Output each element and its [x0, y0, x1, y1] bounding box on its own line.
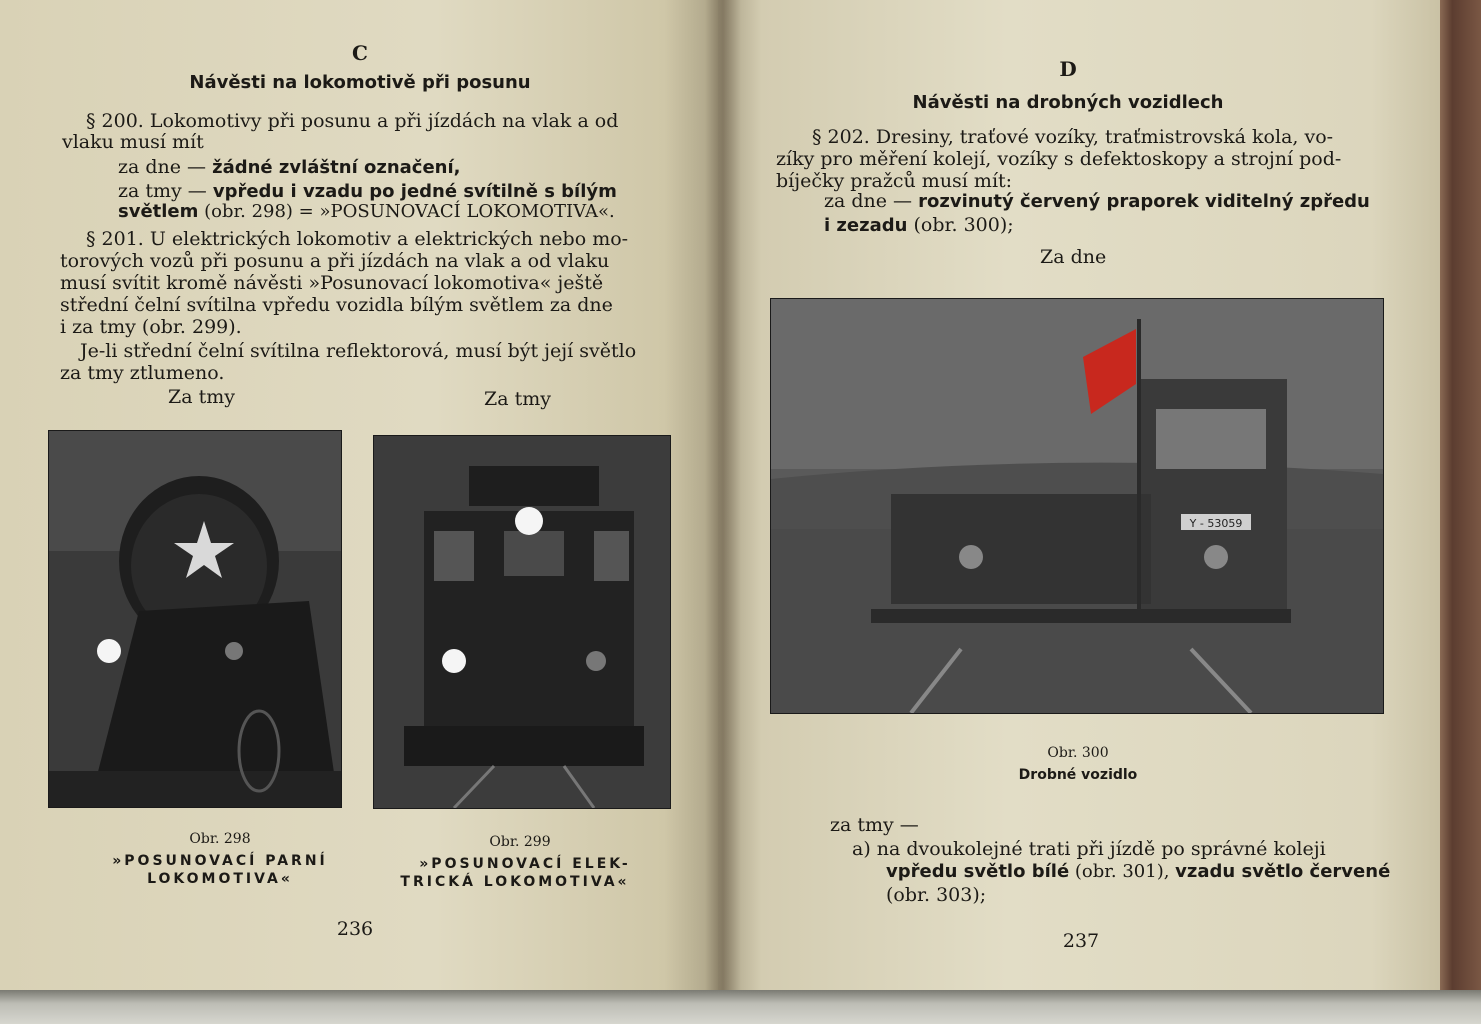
- fig-300-title: Drobné vozidlo: [1018, 767, 1138, 783]
- paragraph-202-line-2: zíky pro měření kolejí, vozíky s defektoskopy a strojní pod-: [776, 148, 1342, 170]
- dark-text-2: světlem: [118, 201, 199, 222]
- day-text: žádné zvláštní označení,: [212, 157, 461, 178]
- paragraph-201-line-3: musí svítit kromě návěsti »Posunovací lokomotiva« ještě: [60, 272, 604, 294]
- photo-electric-locomotive: [373, 435, 671, 809]
- paragraph-201: [60, 228, 670, 338]
- right-page: [718, 0, 1443, 1000]
- item-a-line-3: (obr. 303);: [886, 884, 987, 906]
- day-rule-right: [824, 190, 1370, 213]
- fig-300-number: Obr. 300: [1047, 745, 1109, 761]
- dark-label: za tmy —: [118, 180, 213, 202]
- section-letter-d: D: [1059, 57, 1077, 81]
- section-heading-right: Návěsti na drobných vozidlech: [912, 92, 1224, 113]
- caption-za-tmy-2: Za tmy: [484, 388, 551, 410]
- day-rule-right-cont: [824, 214, 1014, 237]
- paragraph-200-line-2: vlaku musí mít: [62, 131, 204, 153]
- paragraph-201-line-2: torových vozů při posunu a při jízdách na vlak a od vlaku: [60, 250, 610, 272]
- day-label: za dne —: [118, 156, 213, 178]
- paragraph-202-line-3: bíječky pražců musí mít:: [776, 170, 1013, 192]
- caption-za-dne: Za dne: [1040, 246, 1107, 268]
- page-number-left: 236: [336, 918, 374, 940]
- paragraph-201b-line-1: Je-li střední čelní svítilna reflektorová, musí být její světlo: [80, 340, 637, 362]
- item-a-line-1: a) na dvoukolejné trati při jízdě po správné koleji: [852, 838, 1326, 860]
- dark-ref: (obr. 298) = »POSUNOVACÍ LOKOMOTIVA«.: [198, 201, 615, 222]
- photo-steam-locomotive: [48, 430, 342, 808]
- paragraph-200-line-1: § 200. Lokomotivy při posunu a při jízdách na vlak a od: [86, 110, 619, 132]
- dark-intro-right: za tmy —: [830, 814, 919, 836]
- fig-299-number: Obr. 299: [489, 834, 551, 850]
- section-heading-left: Návěsti na lokomotivě při posunu: [189, 72, 531, 93]
- caption-za-tmy-1: Za tmy: [168, 386, 235, 408]
- book-gutter: [705, 0, 741, 1000]
- paragraph-201-line-1: § 201. U elektrických lokomotiv a elektrických nebo mo-: [86, 228, 629, 250]
- day-label-right: za dne —: [824, 190, 919, 212]
- item-a-ref: (obr. 301),: [1069, 861, 1176, 882]
- photo-small-vehicle: [770, 298, 1384, 714]
- item-a-line-2: [886, 861, 1390, 883]
- dark-rule-left-cont: [118, 201, 615, 223]
- day-rule-left: [118, 156, 461, 179]
- day-text-right-2: i zezadu: [824, 215, 908, 236]
- item-a-front-white: vpředu světlo bílé: [886, 861, 1070, 882]
- paragraph-201-line-5: i za tmy (obr. 299).: [60, 316, 242, 338]
- paragraph-202: [776, 126, 1376, 192]
- fig-299-title-1: »POSUNOVACÍ ELEK-: [419, 856, 631, 872]
- white-lamp-left: [442, 649, 466, 673]
- white-center-lamp: [515, 507, 543, 535]
- left-page: [0, 0, 722, 1000]
- fig-298-number: Obr. 298: [189, 831, 251, 847]
- paragraph-201b: [60, 340, 670, 384]
- white-lamp: [97, 639, 121, 663]
- scanner-bottom-strip: [0, 990, 1481, 1024]
- page-number-right: 237: [1062, 930, 1100, 952]
- paragraph-201b-line-2: za tmy ztlumeno.: [60, 362, 225, 384]
- paragraph-202-line-1: § 202. Dresiny, traťové vozíky, traťmistrovská kola, vo-: [812, 126, 1334, 148]
- fig-298-title-1: »POSUNOVACÍ PARNÍ: [112, 853, 328, 869]
- vehicle-plate: Y - 53059: [1189, 517, 1243, 530]
- item-a-rear-red: vzadu světlo červené: [1175, 861, 1391, 882]
- dark-text: vpředu i vzadu po jedné svítilně s bílým: [212, 181, 617, 202]
- fig-298-title-2: LOKOMOTIVA«: [147, 871, 293, 887]
- section-letter-c: C: [352, 41, 368, 65]
- day-text-right: rozvinutý červený praporek viditelný zpředu: [918, 191, 1370, 212]
- fig-299-title-2: TRICKÁ LOKOMOTIVA«: [400, 874, 630, 890]
- dark-rule-left: [118, 180, 617, 203]
- book-cover-edge: [1440, 0, 1481, 1024]
- day-ref-right: (obr. 300);: [907, 214, 1014, 236]
- paragraph-201-line-4: střední čelní svítilna vpředu vozidla bílým světlem za dne: [60, 294, 613, 316]
